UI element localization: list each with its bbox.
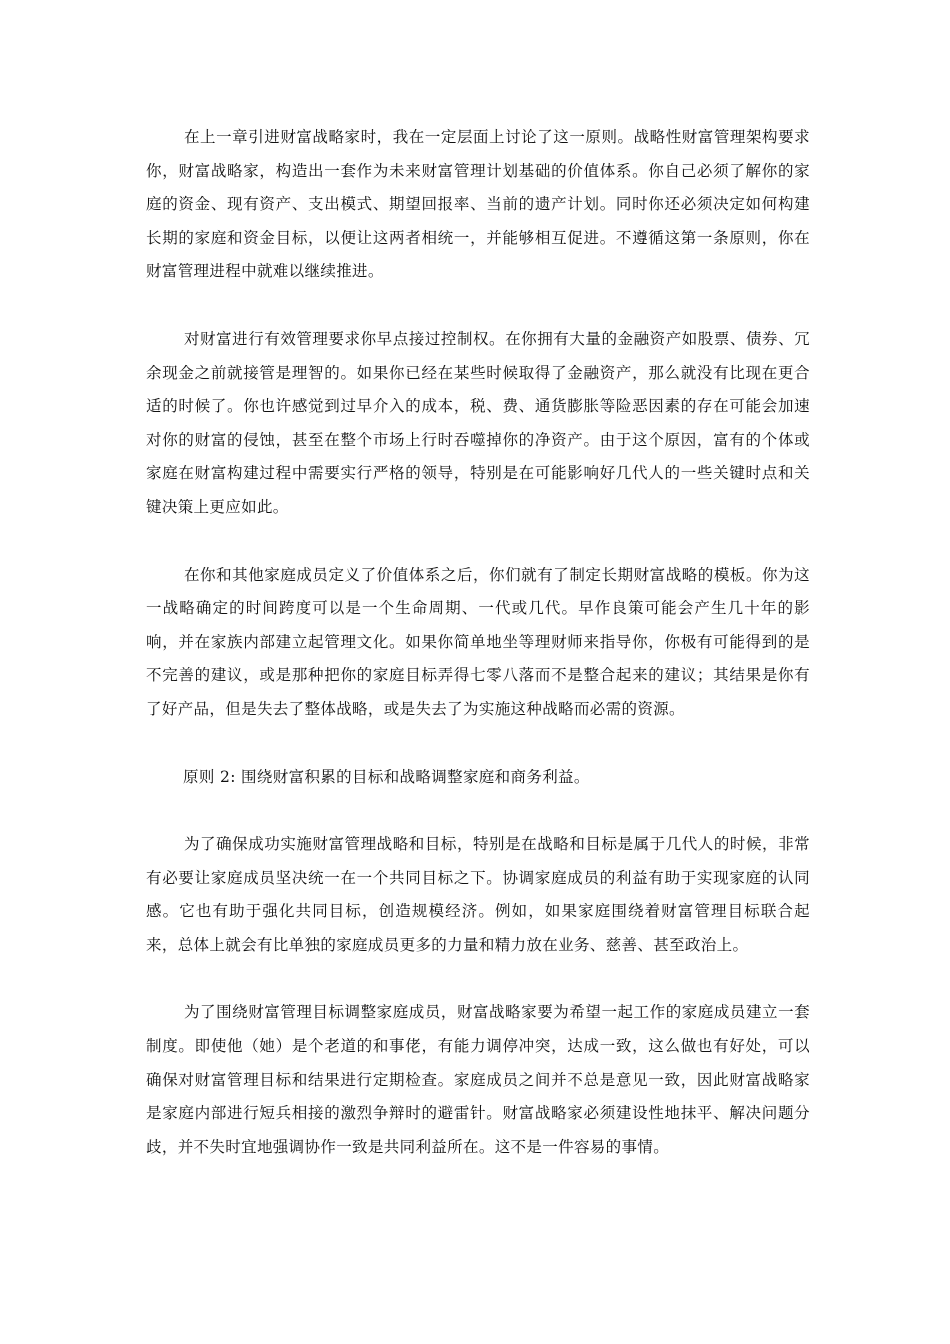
document-page [146,121,810,1164]
paragraph-gap [146,962,810,996]
paragraph-gap [146,525,810,559]
paragraph-4: 为了确保成功实施财富管理战略和目标，特别是在战略和目标是属于几代人的时候，非常有必要让家庭成员坚决统一在一个共同目标之下。协调家庭成员的利益有助于实现家庭的认同感。它也有助于强化共同目标，创造规模经济。例如，如果家庭围绕着财富管理目标联合起来，总体上就会有比单独的家庭成员更多的力量和精力放在业务、慈善、甚至政治上。 [146,835,810,954]
paragraph-gap [146,289,810,323]
paragraph-gap [146,727,810,761]
paragraph-2: 对财富进行有效管理要求你早点接过控制权。在你拥有大量的金融资产如股票、债券、冗余现金之前就接管是理智的。如果你已经在某些时候取得了金融资产，那么就没有比现在更合适的时候了。你也许感觉到过早介入的成本，税、费、通货膨胀等险恶因素的存在可能会加速对你的财富的侵蚀，甚至在整个市场上行时吞噬掉你的净资产。由于这个原因，富有的个体或家庭在财富构建过程中需要实行严格的领导，特别是在可能影响好几代人的一些关键时点和关键决策上更应如此。 [146,329,810,516]
paragraph-3: 在你和其他家庭成员定义了价值体系之后，你们就有了制定长期财富战略的模板。你为这一战略确定的时间跨度可以是一个生命周期、一代或几代。早作良策可能会产生几十年的影响，并在家族内部建立起管理文化。如果你简单地坐等理财师来指导你，你极有可能得到的是不完善的建议，或是那种把你的家庭目标弄得七零八落而不是整合起来的建议；其结果是你有了好产品，但是失去了整体战略，或是失去了为实施这种战略而必需的资源。 [146,565,810,718]
paragraph-5: 为了围绕财富管理目标调整家庭成员，财富战略家要为希望一起工作的家庭成员建立一套制度。即使他（她）是个老道的和事佬，有能力调停冲突，达成一致，这么做也有好处，可以确保对财富管理目标和结果进行定期检查。家庭成员之间并不总是意见一致，因此财富战略家是家庭内部进行短兵相接的激烈争辩时的避雷针。财富战略家必须建设性地抹平、解决问题分歧，并不失时宜地强调协作一致是共同利益所在。这不是一件容易的事情。 [146,1003,810,1156]
paragraph-gap [146,794,810,828]
paragraph-1: 在上一章引进财富战略家时，我在一定层面上讨论了这一原则。战略性财富管理架构要求你，财富战略家，构造出一套作为未来财富管理计划基础的价值体系。你自己必须了解你的家庭的资金、现有资产、支出模式、期望回报率、当前的遗产计划。同时你还必须决定如何构建长期的家庭和资金目标，以便让这两者相统一，并能够相互促进。不遵循这第一条原则，你在财富管理进程中就难以继续推进。 [146,128,810,281]
principle-heading: 原则 2: 围绕财富积累的目标和战略调整家庭和商务利益。 [183,767,590,786]
